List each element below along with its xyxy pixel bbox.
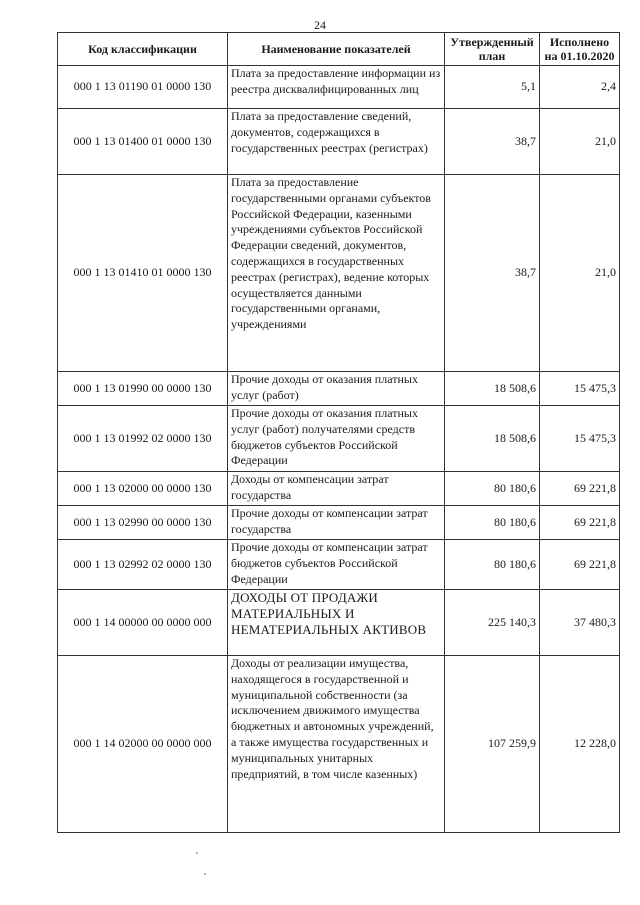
row-executed: 2,4	[540, 66, 620, 109]
header-code: Код классификации	[58, 33, 228, 66]
table-row	[58, 590, 620, 656]
row-name: Прочие доходы от компенсации затрат бюджетов субъектов Российской Федерации	[228, 540, 445, 590]
row-name: Прочие доходы от оказания платных услуг (работ)	[228, 372, 445, 406]
table-row	[58, 540, 620, 590]
table-row	[58, 175, 620, 372]
row-plan: 38,7	[445, 109, 540, 175]
row-plan: 18 508,6	[445, 372, 540, 406]
row-name: Плата за предоставление государственными органами субъектов Российской Федерации, казенными учреждениями субъектов Российской Федерации сведений, документов, содержащихся в государственных реестрах (регистрах), ведение которых осуществляется данными государственными органами, учреждениями	[228, 175, 445, 372]
row-executed: 37 480,3	[540, 590, 620, 656]
row-code: 000 1 14 00000 00 0000 000	[58, 590, 228, 656]
row-name: Плата за предоставление информации из реестра дисквалифицированных лиц	[228, 66, 445, 109]
row-executed: 69 221,8	[540, 506, 620, 540]
row-plan: 225 140,3	[445, 590, 540, 656]
table-row	[58, 472, 620, 506]
table-row	[58, 66, 620, 109]
row-code: 000 1 13 01990 00 0000 130	[58, 372, 228, 406]
row-name: Доходы от компенсации затрат государства	[228, 472, 445, 506]
row-code: 000 1 13 02992 02 0000 130	[58, 540, 228, 590]
row-code: 000 1 13 02990 00 0000 130	[58, 506, 228, 540]
row-name: Доходы от реализации имущества, находящегося в государственной и муниципальной собственности (за исключением движимого имущества бюджетных и автономных учреждений, а также имущества государственных и муниципальных унитарных предприятий, в том числе казенных)	[228, 656, 445, 833]
row-executed: 15 475,3	[540, 406, 620, 472]
scan-speck	[204, 873, 206, 875]
table-row	[58, 109, 620, 175]
row-plan: 80 180,6	[445, 472, 540, 506]
row-code: 000 1 13 01992 02 0000 130	[58, 406, 228, 472]
table-row	[58, 506, 620, 540]
row-code: 000 1 13 01410 01 0000 130	[58, 175, 228, 372]
header-name: Наименование показателей	[228, 33, 445, 66]
row-executed: 69 221,8	[540, 540, 620, 590]
row-plan: 38,7	[445, 175, 540, 372]
page-number: 24	[314, 18, 326, 32]
scan-speck	[196, 852, 198, 854]
row-name: ДОХОДЫ ОТ ПРОДАЖИ МАТЕРИАЛЬНЫХ И НЕМАТЕРИАЛЬНЫХ АКТИВОВ	[228, 590, 445, 656]
row-executed: 15 475,3	[540, 372, 620, 406]
row-executed: 21,0	[540, 109, 620, 175]
table-row	[58, 406, 620, 472]
row-code: 000 1 13 01400 01 0000 130	[58, 109, 228, 175]
row-executed: 12 228,0	[540, 656, 620, 833]
row-plan: 18 508,6	[445, 406, 540, 472]
row-executed: 69 221,8	[540, 472, 620, 506]
row-plan: 80 180,6	[445, 540, 540, 590]
row-code: 000 1 14 02000 00 0000 000	[58, 656, 228, 833]
row-plan: 80 180,6	[445, 506, 540, 540]
header-plan: Утвержденный план	[445, 33, 540, 66]
row-executed: 21,0	[540, 175, 620, 372]
row-name: Прочие доходы от компенсации затрат государства	[228, 506, 445, 540]
header-executed: Исполнено на 01.10.2020	[540, 33, 620, 66]
revenue-table	[57, 32, 620, 833]
row-plan: 107 259,9	[445, 656, 540, 833]
row-code: 000 1 13 01190 01 0000 130	[58, 66, 228, 109]
table-header-row	[58, 33, 620, 66]
row-name: Плата за предоставление сведений, документов, содержащихся в государственных реестрах (регистрах)	[228, 109, 445, 175]
row-plan: 5,1	[445, 66, 540, 109]
row-code: 000 1 13 02000 00 0000 130	[58, 472, 228, 506]
table-row	[58, 372, 620, 406]
table-row	[58, 656, 620, 833]
row-name: Прочие доходы от оказания платных услуг (работ) получателями средств бюджетов субъектов Российской Федерации	[228, 406, 445, 472]
